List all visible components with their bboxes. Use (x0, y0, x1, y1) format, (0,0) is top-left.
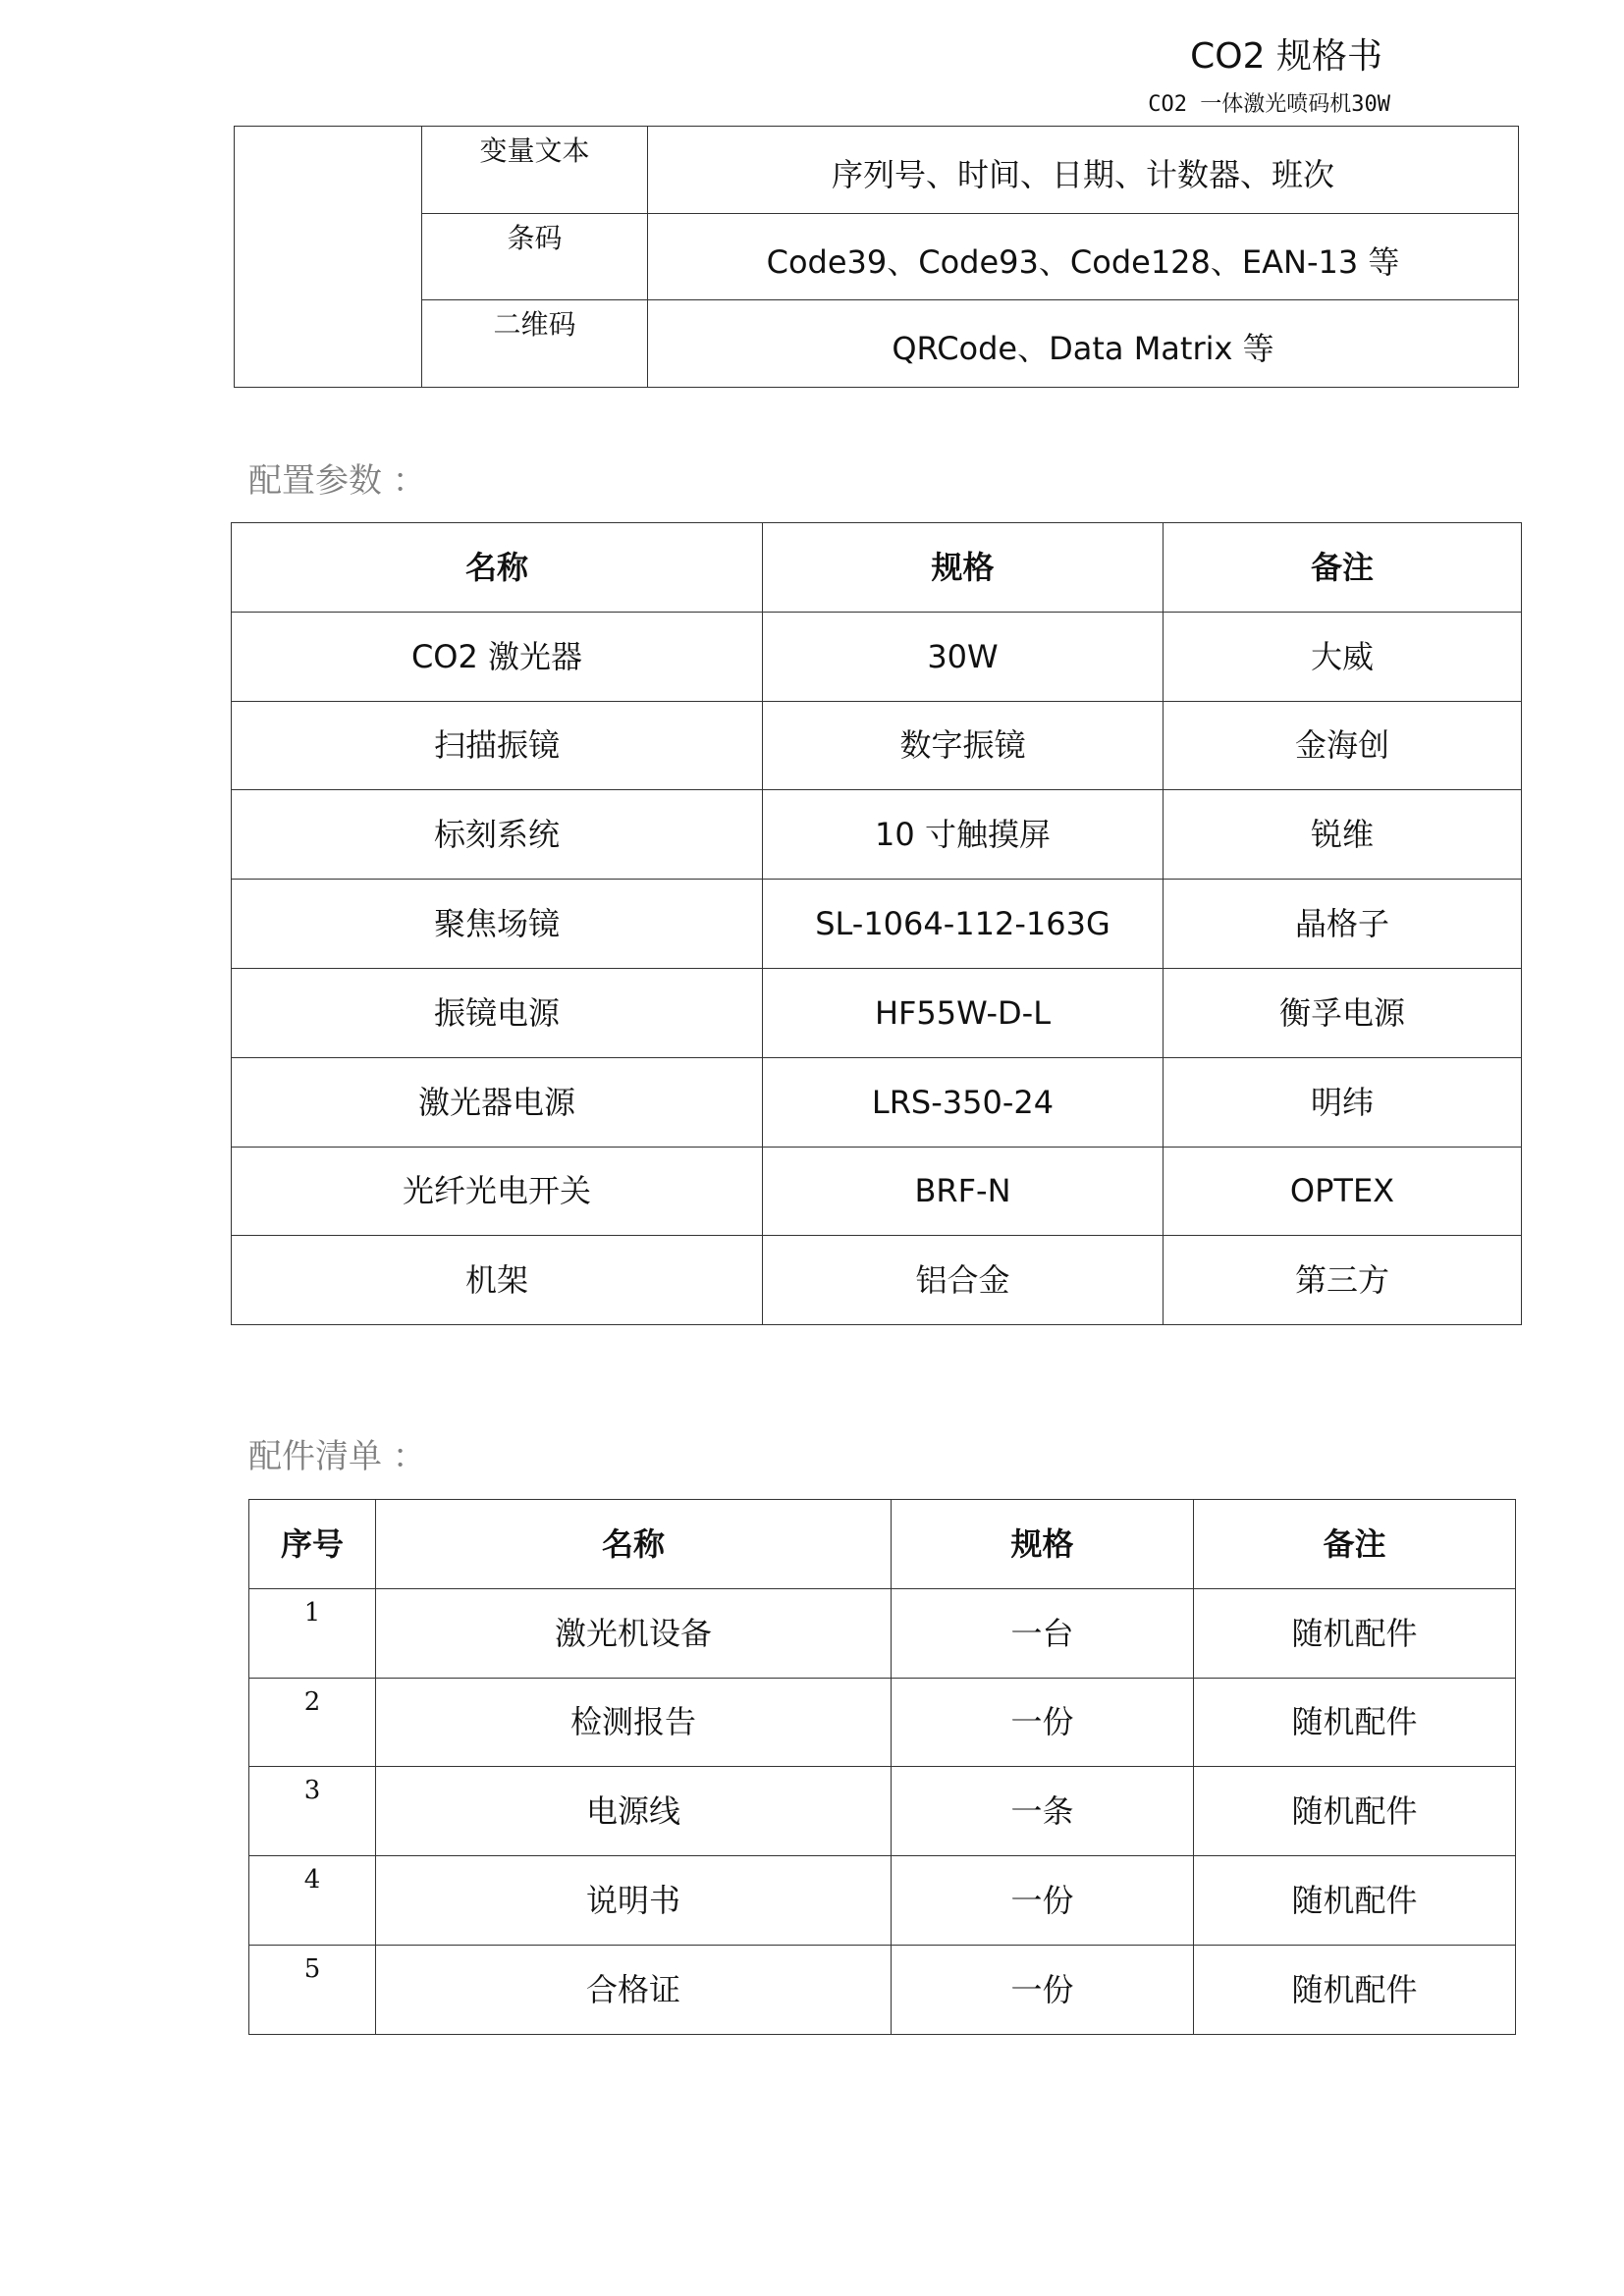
column-header-spec: 规格 (892, 1500, 1194, 1589)
component-spec: LRS-350-24 (763, 1057, 1164, 1147)
component-note: 晶格子 (1164, 880, 1522, 969)
column-header-note: 备注 (1164, 523, 1522, 613)
item-name: 说明书 (376, 1856, 892, 1946)
config-table (231, 522, 1522, 1325)
component-note: 衡孚电源 (1164, 968, 1522, 1057)
table-header-row (249, 1500, 1516, 1589)
component-name: 机架 (232, 1236, 763, 1325)
feature-value: QRCode、Data Matrix 等 (648, 300, 1519, 388)
features-table (234, 126, 1519, 388)
item-index: 1 (249, 1588, 376, 1678)
table-row (249, 1767, 1516, 1856)
component-note: 锐维 (1164, 790, 1522, 880)
item-name: 检测报告 (376, 1678, 892, 1767)
feature-label: 变量文本 (422, 127, 648, 214)
column-header-name: 名称 (376, 1500, 892, 1589)
column-header-spec: 规格 (763, 523, 1164, 613)
table-row (232, 790, 1522, 880)
component-name: 标刻系统 (232, 790, 763, 880)
item-note: 随机配件 (1194, 1767, 1516, 1856)
blank-merged-cell (235, 127, 422, 388)
table-row (232, 968, 1522, 1057)
table-row (249, 1856, 1516, 1946)
component-name: 激光器电源 (232, 1057, 763, 1147)
table-row (249, 1678, 1516, 1767)
item-index: 5 (249, 1945, 376, 2034)
component-note: 大威 (1164, 612, 1522, 701)
item-quantity: 一台 (892, 1588, 1194, 1678)
component-note: OPTEX (1164, 1147, 1522, 1236)
document-title: CO2 规格书 (1190, 36, 1382, 77)
item-note: 随机配件 (1194, 1678, 1516, 1767)
column-header-name: 名称 (232, 523, 763, 613)
component-spec: 数字振镜 (763, 701, 1164, 790)
feature-value: 序列号、时间、日期、计数器、班次 (648, 127, 1519, 214)
item-name: 合格证 (376, 1945, 892, 2034)
item-quantity: 一份 (892, 1945, 1194, 2034)
table-row (235, 127, 1519, 214)
item-quantity: 一份 (892, 1678, 1194, 1767)
component-name: 光纤光电开关 (232, 1147, 763, 1236)
table-row (235, 213, 1519, 300)
item-note: 随机配件 (1194, 1945, 1516, 2034)
item-name: 电源线 (376, 1767, 892, 1856)
accessories-heading: 配件清单 ： (248, 1437, 426, 1476)
table-row (249, 1945, 1516, 2034)
item-quantity: 一份 (892, 1856, 1194, 1946)
feature-label: 条码 (422, 213, 648, 300)
component-name: CO2 激光器 (232, 612, 763, 701)
item-note: 随机配件 (1194, 1856, 1516, 1946)
table-row (232, 701, 1522, 790)
component-name: 聚焦场镜 (232, 880, 763, 969)
column-header-index: 序号 (249, 1500, 376, 1589)
table-header-row (232, 523, 1522, 613)
config-heading: 配置参数 ： (248, 461, 426, 501)
table-row (232, 612, 1522, 701)
table-row (232, 1147, 1522, 1236)
component-spec: 10 寸触摸屏 (763, 790, 1164, 880)
table-row (232, 1057, 1522, 1147)
item-quantity: 一条 (892, 1767, 1194, 1856)
accessories-table (248, 1499, 1516, 2035)
component-name: 扫描振镜 (232, 701, 763, 790)
table-row (232, 1236, 1522, 1325)
component-spec: BRF-N (763, 1147, 1164, 1236)
component-spec: SL-1064-112-163G (763, 880, 1164, 969)
component-note: 明纬 (1164, 1057, 1522, 1147)
item-index: 4 (249, 1856, 376, 1946)
feature-value: Code39、Code93、Code128、EAN-13 等 (648, 213, 1519, 300)
table-row (232, 880, 1522, 969)
item-note: 随机配件 (1194, 1588, 1516, 1678)
column-header-note: 备注 (1194, 1500, 1516, 1589)
item-name: 激光机设备 (376, 1588, 892, 1678)
component-note: 金海创 (1164, 701, 1522, 790)
item-index: 2 (249, 1678, 376, 1767)
component-note: 第三方 (1164, 1236, 1522, 1325)
table-row (235, 300, 1519, 388)
document-subtitle: CO2 一体激光喷码机30W (1148, 92, 1390, 117)
item-index: 3 (249, 1767, 376, 1856)
table-row (249, 1588, 1516, 1678)
component-spec: 铝合金 (763, 1236, 1164, 1325)
component-name: 振镜电源 (232, 968, 763, 1057)
component-spec: HF55W-D-L (763, 968, 1164, 1057)
component-spec: 30W (763, 612, 1164, 701)
feature-label: 二维码 (422, 300, 648, 388)
